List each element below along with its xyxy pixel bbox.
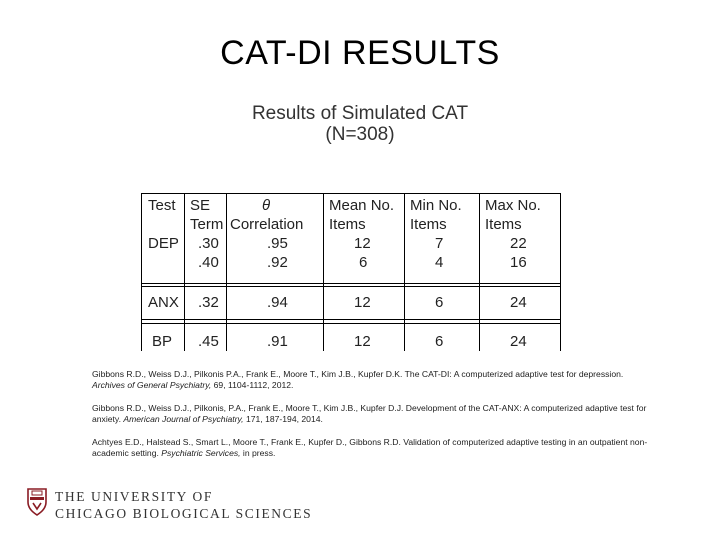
institution-wordmark <box>55 488 312 522</box>
reference-text: Gibbons R.D., Weiss D.J., Pilkonis P.A., Frank E., Moore T., Kim J.B., Kupfer D.K. The CAT-DI: A computerized adaptive test for depression. <box>92 369 624 379</box>
header-row <box>142 216 560 234</box>
min-items-cell: 4 <box>435 254 444 271</box>
mean-items-cell: 12 <box>354 235 371 252</box>
max-items-cell: 24 <box>510 294 527 311</box>
correlation-cell: .94 <box>267 294 288 311</box>
reference-tail: in press. <box>240 448 276 458</box>
min-items-cell: 6 <box>435 333 444 350</box>
test-cell: BP <box>152 333 173 350</box>
row-divider <box>142 319 560 320</box>
reference-item <box>92 369 672 391</box>
header-max-items: Items <box>485 216 522 233</box>
max-items-cell: 24 <box>510 333 527 350</box>
reference-item <box>92 437 672 459</box>
institution-line1: THE UNIVERSITY OF <box>55 489 213 504</box>
results-table <box>141 193 561 351</box>
reference-journal: Archives of General Psychiatry, <box>92 380 212 390</box>
test-cell: ANX <box>148 294 179 311</box>
reference-tail: 171, 187-194, 2014. <box>243 414 323 424</box>
se-cell: .30 <box>198 235 219 252</box>
figure-title <box>220 103 500 145</box>
row-divider <box>142 323 560 324</box>
table-row <box>142 254 560 272</box>
header-se-term: Term <box>190 216 224 233</box>
header-min: Min No. <box>410 197 462 214</box>
test-cell: DEP <box>148 235 179 252</box>
table-row <box>142 235 560 253</box>
header-se: SE <box>190 197 211 214</box>
row-divider <box>142 286 560 287</box>
mean-items-cell: 12 <box>354 333 371 350</box>
mean-items-cell: 6 <box>359 254 368 271</box>
header-mean: Mean No. <box>329 197 395 214</box>
table-row <box>142 333 560 351</box>
reference-tail: 69, 1104-1112, 2012. <box>211 380 294 390</box>
correlation-cell: .95 <box>267 235 288 252</box>
se-cell: .45 <box>198 333 219 350</box>
table-row <box>142 294 560 312</box>
reference-item <box>92 403 672 425</box>
slide-title: CAT-DI RESULTS <box>220 34 500 72</box>
reference-text: Achtyes E.D., Halstead S., Smart L., Moore T., Frank E., Kupfer D., Gibbons R.D. Validation of computerized adaptive testing in an outpatient non-academic setting. <box>92 437 648 458</box>
header-theta-symbol: θ <box>262 197 271 214</box>
min-items-cell: 7 <box>435 235 444 252</box>
university-shield-icon <box>27 488 47 521</box>
row-divider <box>142 283 560 284</box>
max-items-cell: 22 <box>510 235 527 252</box>
institution-line2: CHICAGO BIOLOGICAL SCIENCES <box>55 506 313 521</box>
max-items-cell: 16 <box>510 254 527 271</box>
header-max: Max No. <box>485 197 541 214</box>
reference-journal: Psychiatric Services, <box>161 448 241 458</box>
se-cell: .32 <box>198 294 219 311</box>
figure-title-line2: (N=308) <box>325 124 395 145</box>
header-mean-items: Items <box>329 216 366 233</box>
correlation-cell: .92 <box>267 254 288 271</box>
figure-title-line1: Results of Simulated CAT <box>251 103 469 124</box>
min-items-cell: 6 <box>435 294 444 311</box>
references <box>92 369 672 471</box>
reference-journal: American Journal of Psychiatry, <box>123 414 244 424</box>
header-test: Test <box>148 197 176 214</box>
header-correlation: Correlation <box>230 216 304 233</box>
mean-items-cell: 12 <box>354 294 371 311</box>
se-cell: .40 <box>198 254 219 271</box>
header-min-items: Items <box>410 216 447 233</box>
correlation-cell: .91 <box>267 333 288 350</box>
header-row <box>142 197 560 215</box>
reference-text: Gibbons R.D., Weiss D.J., Pilkonis, P.A., Frank E., Moore T., Kim J.B., Kupfer D.J. Development of the CAT-ANX: A computerized adaptive test for anxiety. <box>92 403 647 424</box>
